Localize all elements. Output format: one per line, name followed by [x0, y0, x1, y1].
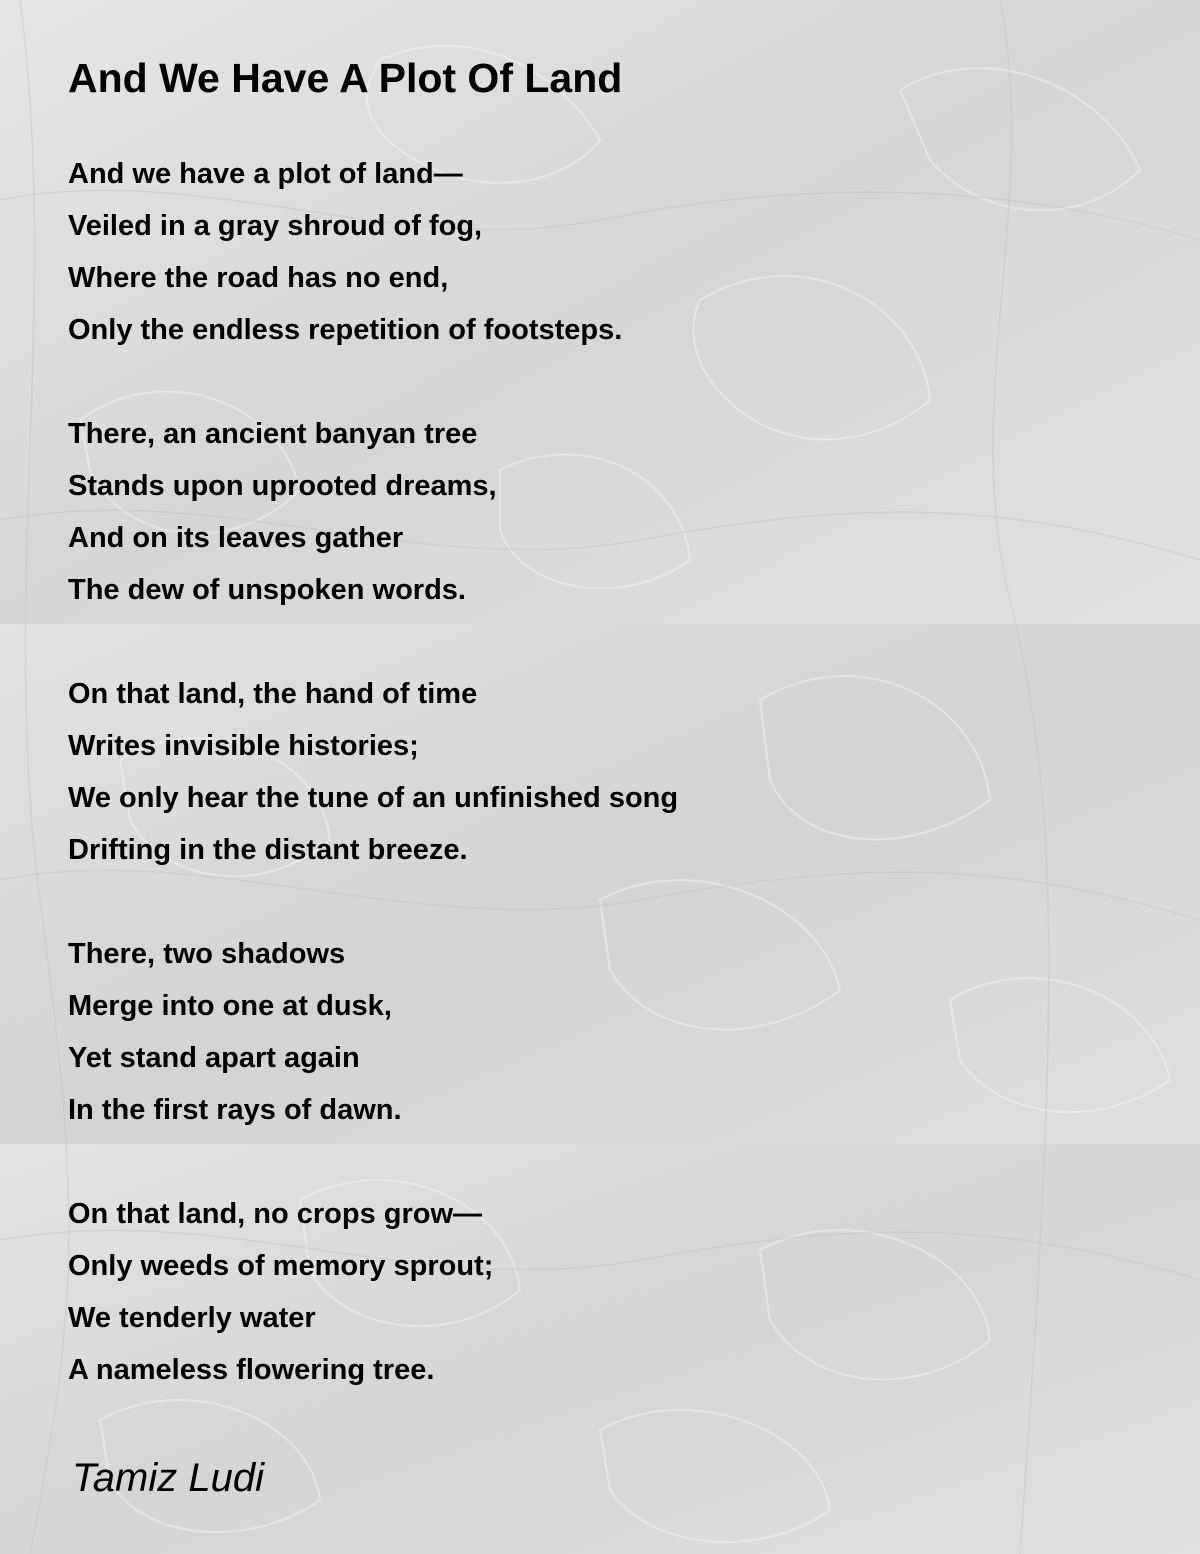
poem-line: Only the endless repetition of footsteps. [68, 314, 623, 346]
poem-stanza [68, 148, 622, 356]
poem-line: The dew of unspoken words. [68, 574, 466, 606]
poem-stanza [68, 408, 497, 616]
poem-line: Stands upon uprooted dreams, [68, 470, 497, 502]
poem-line: Veiled in a gray shroud of fog, [68, 210, 483, 242]
poem-line: Yet stand apart again [68, 1042, 360, 1074]
poem-line: And we have a plot of land— [68, 158, 463, 190]
poem-line: Writes invisible histories; [68, 730, 419, 762]
poem-line: Drifting in the distant breeze. [68, 834, 468, 866]
poem-line: Where the road has no end, [68, 262, 449, 294]
poem-line: Only weeds of memory sprout; [68, 1250, 494, 1282]
poem-line: We only hear the tune of an unfinished song [68, 782, 679, 814]
poem-line: A nameless flowering tree. [68, 1354, 435, 1386]
poem-line: There, two shadows [68, 938, 346, 970]
poem-author: Tamiz Ludi [72, 1456, 264, 1500]
poem-stanza [68, 928, 402, 1136]
poem-stanza [68, 1188, 493, 1396]
poem-title: And We Have A Plot Of Land [68, 55, 623, 101]
poem-line: Merge into one at dusk, [68, 990, 392, 1022]
poem-stanza [68, 668, 678, 876]
poem-line: We tenderly water [68, 1302, 316, 1334]
poem-line: And on its leaves gather [68, 522, 404, 554]
poem-line: There, an ancient banyan tree [68, 418, 478, 450]
poem-line: On that land, no crops grow— [68, 1198, 483, 1230]
poem-line: In the first rays of dawn. [68, 1094, 402, 1126]
poem-line: On that land, the hand of time [68, 678, 478, 710]
